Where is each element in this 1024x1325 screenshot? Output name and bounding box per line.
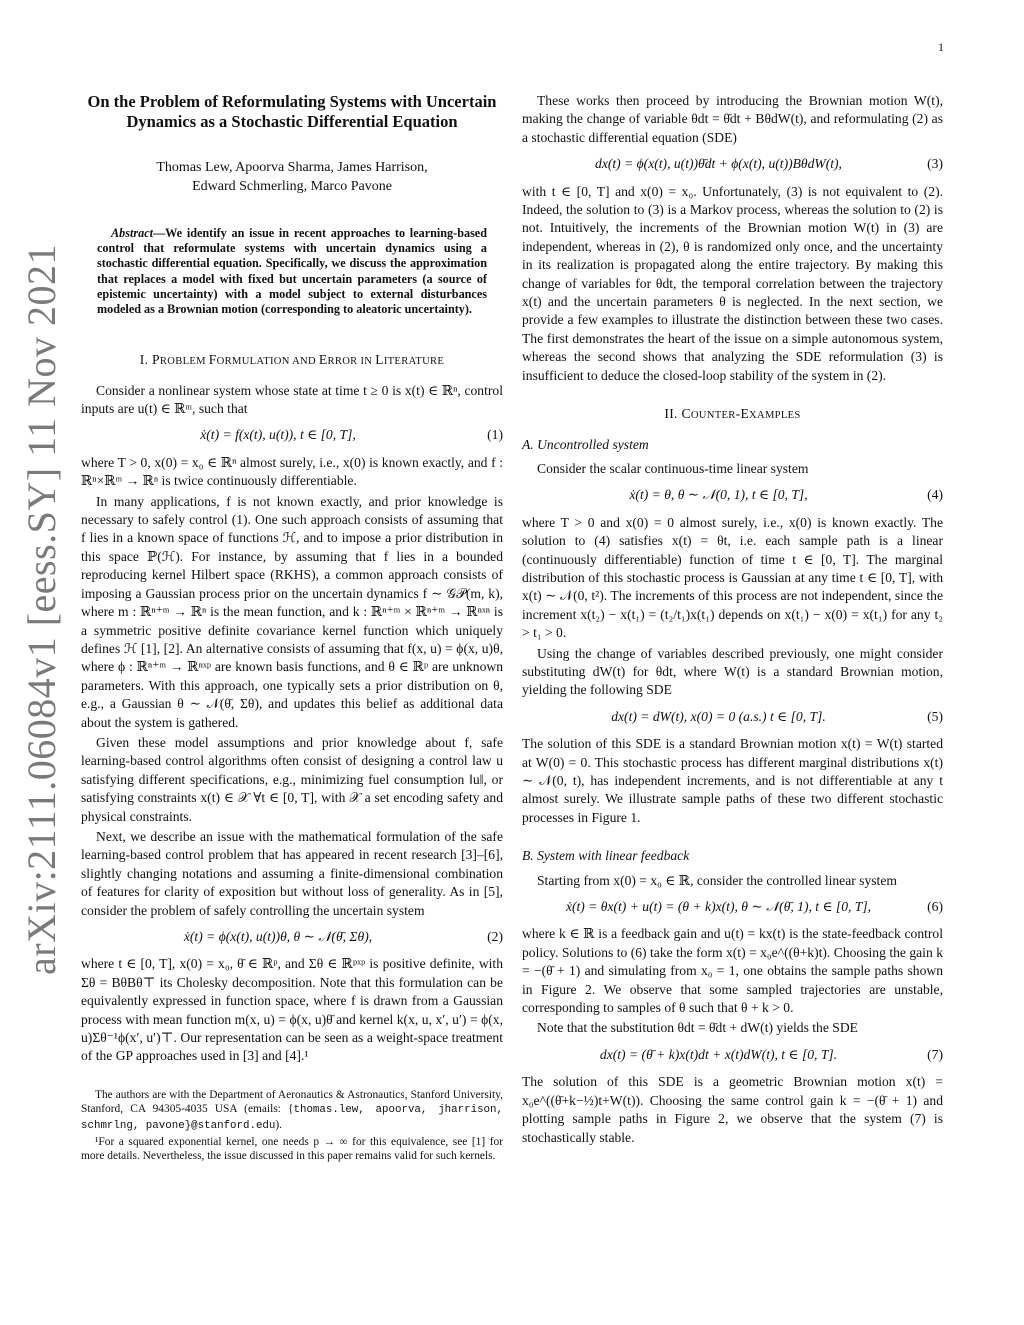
author-emails: thomas.lew, apoorva, jharrison, schmrlng, pavone}@stanford.edu <box>81 1104 503 1132</box>
section-1-heading <box>81 351 503 371</box>
equation-number: (4) <box>927 487 943 503</box>
equation-1 <box>81 426 503 444</box>
section-1-cap-4: L <box>375 352 384 368</box>
footnote-1: ¹For a squared exponential kernel, one needs p → ∞ for this equivalence, see [1] for more details. Nevertheless, the issue discussed in this paper remains valid for such kernels. <box>81 1136 503 1163</box>
paragraph: The solution of this SDE is a standard Brownian motion x(t) = W(t) started at W(0) = 0. This stochastic process has different marginal distributions x(t) ∼ 𝒩(0, t), has independent increments, and is not differentiable at any t almost surely. We illustrate sample paths of these two different stochastic processes in Figure 1. <box>522 736 943 825</box>
page-number: 1 <box>938 40 944 54</box>
equation-6 <box>522 898 943 916</box>
section-1-numeral: I. <box>139 352 153 368</box>
abstract <box>97 226 487 317</box>
abstract-text: —We identify an issue in recent approaches to learning-based control that reformulate systems with uncertain dynamics using a stochastic differential equation. Specifically, we discuss the approximation that replaces a model with fixed but uncertain parameters (a source of epistemic uncertainty) with a model subject to external disturbances modeled as a Brownian motion (corresponding to aleatoric uncertainty). <box>97 226 487 317</box>
section-2-dash: - <box>735 406 741 422</box>
section-2-rest-2: XAMPLES <box>749 410 801 422</box>
authors-line-2: Edward Schmerling, Marco Pavone <box>192 179 392 194</box>
equation-number: (2) <box>487 929 503 944</box>
section-1-rest-2: ORMULATION AND <box>216 356 319 368</box>
paragraph: Note that the substitution θdt = θ̄dt + dW(t) yields the SDE <box>537 1020 858 1036</box>
section-2-rest-1: OUNTER <box>690 410 736 422</box>
section-1-cap-2: F <box>208 352 217 368</box>
paragraph: where T > 0, x(0) = x₀ ∈ ℝⁿ almost surely, i.e., x(0) is known exactly, and f : ℝⁿ×ℝᵐ → ℝⁿ is twice continuously differentiable. <box>81 454 503 489</box>
equation-number: (1) <box>487 427 503 443</box>
author-list <box>81 158 503 196</box>
authors-line-1: Thomas Lew, Apoorva Sharma, James Harrison, <box>156 160 428 175</box>
equation-body: dx(t) = dW(t), x(0) = 0 (a.s.) t ∈ [0, T]. <box>611 708 826 724</box>
equation-4 <box>522 486 943 504</box>
paragraph: where T > 0 and x(0) = 0 almost surely, i.e., x(0) is known exactly. The solution to (4) satisfies x(t) = θt, i.e. each sample path is a linear (continuously differentiable) function of time t ∈ [0, T]. The marginal distribution of this stochastic process is Gaussian at any time t ∈ [0, T], with x(t) ∼ 𝒩(0, t²). The increments of this process are not independent, since the increment x(t₂) − x(t₁) = (t₂/t₁)x(t₁) depends on x(t₁) − x(0) = x(t₁) for any t₂ > t₁ > 0. <box>522 514 943 641</box>
equation-number: (7) <box>927 1046 943 1062</box>
paragraph: where t ∈ [0, T], x(0) = x₀, θ̄ ∈ ℝᵖ, and Σθ ∈ ℝᵖˣᵖ is positive definite, with Σθ = BθBθ⊤ its Cholesky decomposition. Note that this formulation can be equivalently expressed in function space, where f is drawn from a Gaussian process with mean function m(x, u) = ϕ(x, u)θ̄ and kernel k(x, u, x′, u′) = ϕ(x, u)Σθ⁻¹ϕ(x′, u′)⊤. Our representation can be seen as a weight-space treatment of the GP approaches used in [3] and [4].¹ <box>81 956 503 1064</box>
abstract-label: Abstract <box>111 226 153 240</box>
equation-body: ẋ(t) = θ, θ ∼ 𝒩(0, 1), t ∈ [0, T], <box>629 487 808 503</box>
paragraph: The solution of this SDE is a geometric Brownian motion x(t) = x₀e^((θ̄+k−½)t+W(t)). Choosing the same control gain k = −(θ̄ + 1) and plotting sample paths in Figure 2, we observe that the system (7) is stochastically stable. <box>522 1074 943 1145</box>
section-1-rest-4: ITERATURE <box>383 356 445 368</box>
equation-body: ẋ(t) = f(x(t), u(t)), t ∈ [0, T], <box>200 427 356 443</box>
section-2-cap-2: E <box>740 406 750 422</box>
section-2-numeral: II. <box>664 406 682 422</box>
paragraph: Consider the scalar continuous-time linear system <box>537 460 809 476</box>
paragraph: with t ∈ [0, T] and x(0) = x₀. Unfortunately, (3) is not equivalent to (2). Indeed, the solution to (3) is a Markov process, whereas the solution to (2) is not. Intuitively, the increments of the Brownian motion W(t) in (3) are independent, whereas in (2), θ is randomized only once, and the uncertainty in its realization is propagated along the entire trajectory. By making this change of variables for θdt, the temporal correlation between the trajectory x(t) and the uncertain parameters θ is neglected. In the next section, we provide a few examples to illustrate the distinction between these two cases. The first demonstrates the heart of the issue on a simple autonomous system, whereas the second shows that analyzing the SDE reformulation (3) is insufficient to deduce the closed-loop stability of the system in (2). <box>522 183 943 383</box>
paragraph: Starting from x(0) = x₀ ∈ ℝ, consider the controlled linear system <box>537 872 897 888</box>
equation-number: (6) <box>927 899 943 915</box>
section-2-cap-1: C <box>681 406 691 422</box>
paragraph: where k ∈ ℝ is a feedback gain and u(t) = kx(t) is the state-feedback control policy. Solutions to (6) take the form x(t) = x₀e^((θ+k)t). Choosing the gain k = −(θ̄ + 1) and simulating from x₀ = 1, one obtains the sample paths shown in Figure 2. We observe that some sampled trajectories are unstable, corresponding to samples of θ such that θ + k > 0. <box>522 926 943 1016</box>
arxiv-stamp: arXiv:2111.06084v1 [eess.SY] 11 Nov 2021 <box>19 243 64 975</box>
equation-3 <box>522 155 943 173</box>
paper-title: On the Problem of Reformulating Systems with Uncertain Dynamics as a Stochastic Differential Equation <box>87 92 497 131</box>
paragraph: Using the change of variables described previously, one might consider substituting dW(t) for θdt, where W(t) is a standard Brownian motion, yielding the following SDE <box>522 645 943 698</box>
equation-body: ẋ(t) = ϕ(x(t), u(t))θ, θ ∼ 𝒩(θ̄, Σθ), <box>183 929 373 944</box>
equation-body: dx(t) = ϕ(x(t), u(t))θ̄dt + ϕ(x(t), u(t))BθdW(t), <box>595 156 842 172</box>
affiliation-footnote <box>81 1088 503 1133</box>
equation-number: (5) <box>927 708 943 724</box>
footnotes <box>81 1088 503 1164</box>
section-1-cap-1: P <box>152 352 160 368</box>
section-2-heading <box>522 405 943 425</box>
equation-number: (3) <box>927 156 943 172</box>
paragraph: These works then proceed by introducing the Brownian motion W(t), making the change of variable θdt = θ̄dt + BθdW(t), and reformulating (2) as a stochastic differential equation (SDE) <box>522 93 943 145</box>
subsection-a-heading: A. Uncontrolled system <box>522 436 649 452</box>
equation-body: dx(t) = (θ̄ + k)x(t)dt + x(t)dW(t), t ∈ [0, T]. <box>599 1046 838 1062</box>
equation-2 <box>81 928 503 946</box>
subsection-b-heading: B. System with linear feedback <box>522 848 690 864</box>
equation-body: ẋ(t) = θx(t) + u(t) = (θ + k)x(t), θ ∼ 𝒩(θ̄, 1), t ∈ [0, T], <box>565 899 872 915</box>
paragraph: Next, we describe an issue with the mathematical formulation of the safe learning-based control problem that has appeared in recent research [3]–[6], slightly changing notations and assuming a finite-dimensional combination of features for clarity of exposition but without loss of generality. As in [5], consider the problem of safely controlling the uncertain system <box>81 828 503 918</box>
equation-5 <box>522 708 943 726</box>
paragraph: In many applications, f is not known exactly, and prior knowledge is necessary to safely control (1). One such approach consists of assuming that f lies in a known space of functions ℋ, and to impose a prior distribution in this space ℙ(ℋ). For instance, by assuming that f lies in a bounded reproducing kernel Hilbert space (RKHS), a common approach consists of imposing a Gaussian process prior on the uncertain dynamics f ∼ 𝒢𝒫(m, k), where m : ℝⁿ⁺ᵐ → ℝⁿ is the mean function, and k : ℝⁿ⁺ᵐ × ℝⁿ⁺ᵐ → ℝⁿˣⁿ is a symmetric positive definite covariance kernel function which uniquely defines ℋ [1], [2]. An alternative consists of assuming that f(x, u) = ϕ(x, u)θ, where ϕ : ℝⁿ⁺ᵐ → ℝⁿˣᵖ are known basis functions, and θ ∈ ℝᵖ are unknown parameters. With this approach, one typically sets a prior distribution on θ, e.g., a Gaussian θ ∼ 𝒩(θ̄, Σθ), and updates this belief as additional data about the system is gathered. <box>81 493 503 730</box>
right-column <box>522 92 943 1149</box>
left-column <box>81 92 503 1166</box>
section-1-rest-3: RROR IN <box>327 356 376 368</box>
paragraph: Given these model assumptions and prior knowledge about f, safe learning-based control algorithms often consist of designing a control law u satisfying different specifications, e.g., minimizing fuel consumption ‖u‖, or satisfying constraints x(t) ∈ 𝒳 ∀t ∈ [0, T], with 𝒳 a set encoding safety and physical constraints. <box>81 734 503 824</box>
section-1-rest-1: ROBLEM <box>159 356 209 368</box>
affiliation-end: ). <box>275 1118 283 1131</box>
affiliation-text: The authors are with the Department of Aeronautics & Astronautics, Stanford University, Stanford, CA 94305-4035 USA (emails: { <box>81 1088 503 1116</box>
paragraph: Consider a nonlinear system whose state at time t ≥ 0 is x(t) ∈ ℝⁿ, control inputs are u(t) ∈ ℝᵐ, such that <box>81 382 503 417</box>
equation-7 <box>522 1046 943 1064</box>
section-1-cap-3: E <box>318 352 328 368</box>
